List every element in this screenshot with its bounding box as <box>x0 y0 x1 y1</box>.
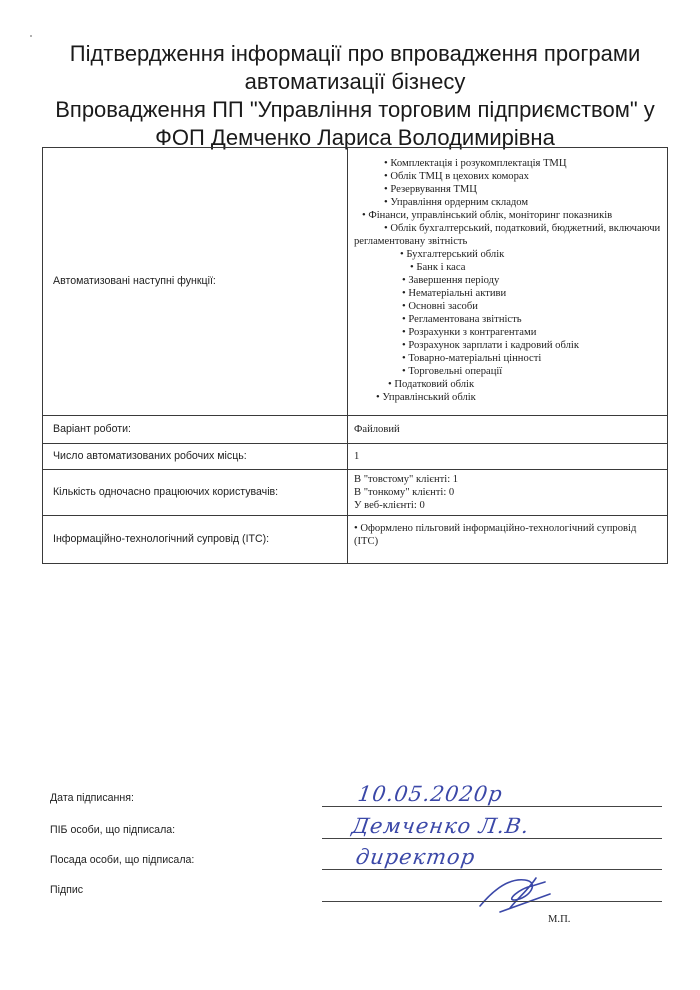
functions-list <box>354 151 661 412</box>
workplaces-value: 1 <box>348 444 668 470</box>
date-handwritten: 10.05.2020р <box>356 782 505 806</box>
workplaces-row <box>43 444 668 470</box>
date-label: Дата підписання: <box>50 792 134 804</box>
function-item: • Завершення періоду <box>354 274 661 287</box>
its-value-text: Оформлено пільговий інформаційно-технологічний супровід (ІТС) <box>354 523 637 547</box>
function-item: • Регламентована звітність <box>354 313 661 326</box>
function-item <box>354 222 661 248</box>
function-item: • Торговельні операції <box>354 365 661 378</box>
name-line <box>322 838 662 839</box>
its-value <box>348 516 668 564</box>
functions-cell <box>348 148 668 416</box>
title-line-2: автоматизації бізнесу <box>244 69 466 94</box>
handwritten-signature <box>470 868 570 918</box>
variant-value: Файловий <box>348 416 668 444</box>
title-line-4: ФОП Демченко Лариса Володимирівна <box>155 125 555 150</box>
workplaces-label: Число автоматизованих робочих місць: <box>43 444 348 470</box>
users-thin-client: В "тонкому" клієнті: 0 <box>354 487 455 498</box>
function-item: • Банк і каса <box>354 261 661 274</box>
its-row <box>43 516 668 564</box>
name-label: ПІБ особи, що підписала: <box>50 824 176 836</box>
function-item: • Товарно-матеріальні цінності <box>354 352 661 365</box>
users-web-client: У веб-клієнті: 0 <box>354 500 425 511</box>
function-item: • Податковий облік <box>354 378 661 391</box>
its-label: Інформаційно-технологічний супровід (ІТС): <box>43 516 348 564</box>
function-item: • Розрахунки з контрагентами <box>354 326 661 339</box>
title-line-1: Підтвердження інформації про впровадження програми <box>69 41 641 66</box>
function-item: • Основні засоби <box>354 300 661 313</box>
function-item: • Резервування ТМЦ <box>354 183 661 196</box>
position-label: Посада особи, що підписала: <box>50 854 195 866</box>
title-line-3: Впровадження ПП "Управління торговим підприємством" у <box>55 97 655 122</box>
position-handwritten: директор <box>354 845 477 869</box>
users-row <box>43 470 668 516</box>
users-thick-client: В "товстому" клієнті: 1 <box>354 474 459 485</box>
functions-label: Автоматизовані наступні функції: <box>43 148 348 416</box>
functions-row <box>43 148 668 416</box>
sign-label: Підпис <box>50 884 84 896</box>
variant-label: Варіант роботи: <box>43 416 348 444</box>
scan-speck <box>30 35 32 37</box>
function-item: • Нематеріальні активи <box>354 287 661 300</box>
variant-row <box>43 416 668 444</box>
stamp-label: М.П. <box>548 914 571 925</box>
function-item: • Фінанси, управлінський облік, моніторинг показників <box>354 209 661 222</box>
function-item: • Управління ордерним складом <box>354 196 661 209</box>
function-item: • Облік ТМЦ в цехових коморах <box>354 170 661 183</box>
function-item: • Розрахунок зарплати і кадровий облік <box>354 339 661 352</box>
function-item: • Бухгалтерський облік <box>354 248 661 261</box>
function-item: • Комплектація і розукомплектація ТМЦ <box>354 157 661 170</box>
function-item-text: Облік бухгалтерський, податковий, бюджетний, включаючи регламентовану звітність <box>354 223 661 247</box>
sign-line <box>322 901 662 902</box>
document-title <box>45 40 665 152</box>
function-item: • Управлінський облік <box>354 391 661 404</box>
date-line <box>322 806 662 807</box>
users-label: Кількість одночасно працюючих користувачів: <box>43 470 348 516</box>
implementation-info-table <box>42 147 668 564</box>
users-value <box>348 470 668 516</box>
name-handwritten: Демченко Л.В. <box>350 814 532 838</box>
